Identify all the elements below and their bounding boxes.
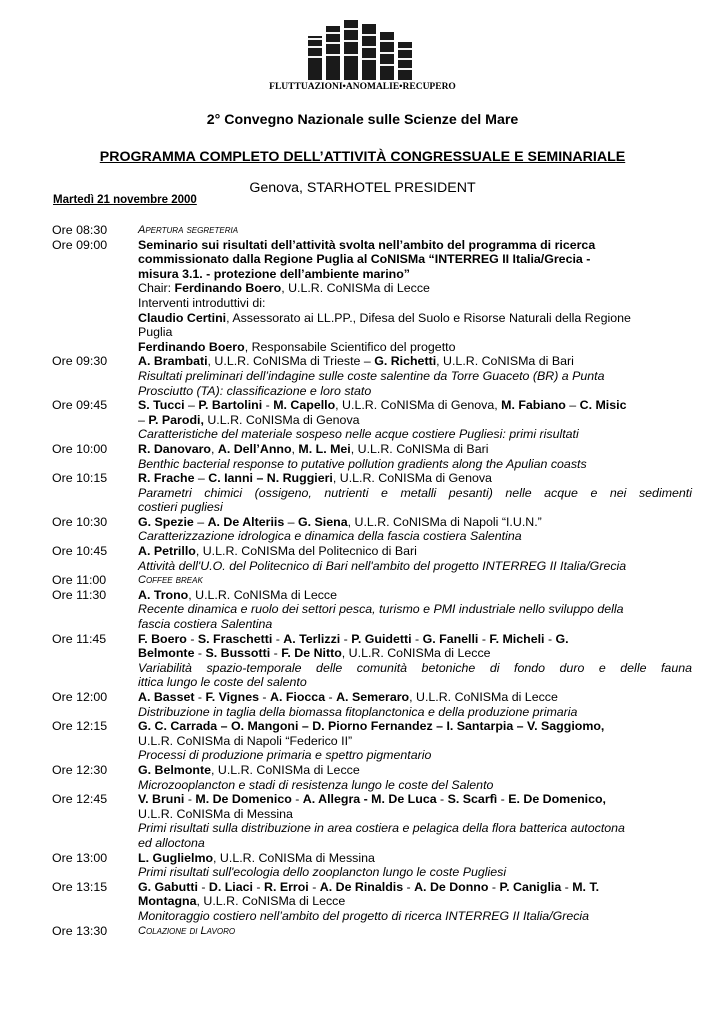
author-name: C. Misic xyxy=(579,398,627,413)
author-name: A. Trono xyxy=(138,587,189,602)
venue: Genova, STARHOTEL PRESIDENT xyxy=(249,180,476,196)
text-run: Distribuzione in taglia della biomassa fitoplanctonica e della produzione primaria xyxy=(138,704,578,719)
author-name: S. Fraschetti xyxy=(197,631,273,646)
schedule-entry xyxy=(52,398,692,442)
entry-content xyxy=(138,223,692,238)
text-run: Risultati preliminari dell’indagine sulle coste salentine da Torre Guaceto (BR) a Punta xyxy=(138,368,605,383)
author-name: A. Petrillo xyxy=(138,544,196,559)
entry-time: Ore 09:00 xyxy=(52,237,108,252)
text-run: - xyxy=(403,879,415,894)
logo-graphic xyxy=(306,20,416,80)
entry-line xyxy=(138,252,692,267)
text-run: , U.L.R. CoNISMa di Trieste – xyxy=(207,354,375,369)
entry-time: Ore 08:30 xyxy=(52,223,108,237)
entry-content xyxy=(138,238,692,355)
entry-content xyxy=(138,573,692,588)
entry-content xyxy=(138,354,692,398)
entry-line xyxy=(138,442,692,457)
entry-line xyxy=(138,573,692,588)
conference-title: 2° Convegno Nazionale sulle Scienze del Mare xyxy=(206,112,519,128)
entry-time: Ore 10:15 xyxy=(52,471,108,486)
schedule-entry xyxy=(52,690,692,719)
text-run: - xyxy=(272,631,284,646)
schedule-list xyxy=(52,223,692,938)
text-run: - xyxy=(488,879,500,894)
text-run: , U.L.R. CoNISMa di Genova, xyxy=(335,398,502,413)
author-name: M. De Domenico xyxy=(195,792,292,807)
text-run: - xyxy=(258,690,270,704)
schedule-entry xyxy=(52,354,692,398)
entry-line xyxy=(138,894,692,909)
entry-line xyxy=(138,325,692,340)
entry-line xyxy=(138,457,692,472)
entry-content xyxy=(138,880,692,924)
author-name: R. Erroi xyxy=(264,879,309,894)
entry-line xyxy=(138,500,692,515)
text-run: U.L.R. CoNISMa di Napoli “Federico II” xyxy=(138,733,353,748)
entry-content xyxy=(138,588,692,632)
text-run: Caratteristiche del materiale sospeso nelle acque costiere Pugliesi: primi risultati xyxy=(138,427,579,442)
author-name: M. Capello xyxy=(273,398,336,413)
entry-line xyxy=(138,340,692,355)
entry-line xyxy=(138,398,692,413)
text-run: Processi di produzione primaria e spettro pigmentario xyxy=(138,748,432,763)
entry-content xyxy=(138,632,692,690)
entry-line xyxy=(138,661,692,676)
author-name: V. Bruni xyxy=(138,792,185,807)
author-name: Claudio Certini xyxy=(138,310,227,325)
schedule-entry xyxy=(52,632,692,690)
author-name: L. Guglielmo xyxy=(138,850,214,865)
entry-line xyxy=(138,705,692,720)
entry-time: Ore 12:00 xyxy=(52,690,108,704)
text-run: Benthic bacterial response to putative pollution gradients along the Apulian coasts xyxy=(138,456,587,471)
entry-line xyxy=(138,836,692,851)
entry-line xyxy=(138,851,692,866)
author-name: A. Terlizzi xyxy=(283,631,341,646)
text-run: - xyxy=(186,631,198,646)
entry-line xyxy=(138,763,692,778)
text-run: Microzooplancton e stadi di resistenza lungo le coste del Salento xyxy=(138,777,494,792)
text-run: costieri pugliesi xyxy=(138,500,223,515)
text-run: - xyxy=(561,879,573,894)
entry-time: Ore 09:30 xyxy=(52,354,108,369)
entry-line xyxy=(138,792,692,807)
author-name: Montagna xyxy=(138,894,197,909)
entry-line xyxy=(138,778,692,793)
text-run: – xyxy=(194,471,209,486)
entry-line xyxy=(138,821,692,836)
entry-content xyxy=(138,792,692,850)
entry-line xyxy=(138,880,692,895)
schedule-entry xyxy=(52,880,692,924)
author-name: C. Ianni – N. Ruggieri xyxy=(208,471,333,486)
text-run: - xyxy=(325,690,337,704)
text-run: - xyxy=(544,631,556,646)
author-name: A. Semeraro xyxy=(336,690,410,704)
author-name: G. Gabutti xyxy=(138,879,198,894)
text-run: , U.L.R. CoNISMa di Lecce xyxy=(281,281,430,296)
text-run: - xyxy=(184,792,196,807)
text-run: - xyxy=(252,879,264,894)
text-run: Parametri chimici (ossigeno, nutrienti e metalli pesanti) nelle acque e nei sedimenti xyxy=(138,485,692,500)
text-run: Interventi introduttivi di: xyxy=(138,295,266,310)
entry-content xyxy=(138,515,692,544)
text-run: – xyxy=(184,398,199,413)
author-name: Belmonte xyxy=(138,646,195,661)
text-run: , xyxy=(210,441,218,456)
text-run: Seminario sui risultati dell’attività svolta nell’ambito del programma di ricerca xyxy=(138,237,596,252)
entry-line xyxy=(138,544,692,559)
entry-time: Ore 13:00 xyxy=(52,850,108,865)
text-run: , U.L.R. CoNISMa di Lecce xyxy=(196,894,346,909)
entry-time: Ore 10:00 xyxy=(52,441,108,456)
entry-line xyxy=(138,632,692,647)
author-name: G. Spezie xyxy=(138,514,194,529)
text-run: , U.L.R. CoNISMa di Genova xyxy=(332,471,492,486)
entry-time: Ore 13:15 xyxy=(52,879,108,894)
author-name: A. Allegra - M. De Luca xyxy=(302,792,437,807)
entry-line xyxy=(138,529,692,544)
entry-time: Ore 10:45 xyxy=(52,544,108,559)
text-run: Variabilità spazio-temporale delle comunità betoniche di fondo duro e delle fauna xyxy=(138,660,692,675)
author-name: P. Guidetti xyxy=(351,631,412,646)
schedule-entry xyxy=(52,851,692,880)
text-run: Primi risultati sulla distribuzione in area costiera e pelagica della flora batterica autoctona xyxy=(138,821,625,836)
program-title: PROGRAMMA COMPLETO DELL’ATTIVITÀ CONGRESSUALE E SEMINARIALE xyxy=(99,149,626,165)
entry-time: Ore 13:30 xyxy=(52,923,108,938)
author-name: A. De Donno xyxy=(414,879,489,894)
entry-line xyxy=(138,384,692,399)
text-run: - xyxy=(194,690,206,704)
author-name: G. C. Carrada – O. Mangoni – D. Piorno Fernandez – I. Santarpia – V. Saggiomo, xyxy=(138,719,605,734)
entry-line xyxy=(138,865,692,880)
schedule-entry xyxy=(52,792,692,850)
entry-line xyxy=(138,413,692,428)
text-run: , U.L.R. CoNISMa del Politecnico di Bari xyxy=(195,544,417,559)
entry-line xyxy=(138,807,692,822)
text-run: - xyxy=(262,398,274,413)
author-name: F. Boero xyxy=(138,631,187,646)
text-run: – xyxy=(138,412,149,427)
author-name: F. Micheli xyxy=(489,631,545,646)
entry-time: Ore 12:15 xyxy=(52,719,108,734)
author-name: E. De Domenico, xyxy=(508,792,607,807)
day-heading: Martedì 21 novembre 2000 xyxy=(53,194,197,206)
entry-line xyxy=(138,646,692,661)
schedule-entry xyxy=(52,442,692,471)
author-name: G. Richetti xyxy=(374,354,437,369)
schedule-entry xyxy=(52,924,692,939)
text-run: , U.L.R. CoNISMa di Lecce xyxy=(210,762,360,777)
text-run: , U.L.R. CoNISMa di Lecce xyxy=(341,646,491,661)
entry-line xyxy=(138,486,692,501)
text-run: ittica lungo le coste del salento xyxy=(138,675,307,690)
entry-content xyxy=(138,544,692,573)
entry-content xyxy=(138,924,692,939)
text-run: , U.L.R. CoNISMa di Lecce xyxy=(188,587,337,602)
entry-time: Ore 09:45 xyxy=(52,398,108,413)
text-run: Monitoraggio costiero nell’ambito del progetto di ricerca INTERREG II Italia/Grecia xyxy=(138,908,590,923)
entry-line xyxy=(138,675,692,690)
entry-line xyxy=(138,238,692,253)
entry-line xyxy=(138,311,692,326)
author-name: Ferdinando Boero xyxy=(138,339,245,354)
text-run: Caratterizzazione idrologica e dinamica della fascia costiera Salentina xyxy=(138,529,522,544)
schedule-entry xyxy=(52,719,692,763)
author-name: P. Caniglia xyxy=(499,879,562,894)
entry-line xyxy=(138,281,692,296)
entry-time: Ore 12:45 xyxy=(52,792,108,807)
text-run: Attività dell'U.O. del Politecnico di Bari nell'ambito del progetto INTERREG II Italia/Grecia xyxy=(138,558,627,573)
entry-content xyxy=(138,442,692,471)
entry-line xyxy=(138,734,692,749)
entry-line xyxy=(138,354,692,369)
entry-line xyxy=(138,924,692,939)
author-name: A. Fiocca xyxy=(270,690,326,704)
author-name: F. De Nitto xyxy=(281,646,342,661)
text-run: Recente dinamica e ruolo dei settori pesca, turismo e PMI industriale nello sviluppo della xyxy=(138,602,624,617)
text-run: , Assessorato ai LL.PP., Difesa del Suolo e Risorse Naturali della Regione xyxy=(226,310,631,325)
text-run: - xyxy=(197,879,209,894)
author-name: G. Siena xyxy=(298,514,348,529)
text-run: - xyxy=(308,879,320,894)
entry-content xyxy=(138,471,692,515)
entry-line xyxy=(138,909,692,924)
author-name: S. Bussotti xyxy=(205,646,271,661)
text-run: Primi risultati sull'ecologia dello zooplancton lungo le coste Pugliesi xyxy=(138,865,507,880)
schedule-entry xyxy=(52,515,692,544)
text-run: - xyxy=(291,792,303,807)
text-run: , xyxy=(291,441,299,456)
text-run: , U.L.R. CoNISMa di Bari xyxy=(350,441,489,456)
author-name: S. Tucci xyxy=(138,398,185,413)
entry-line xyxy=(138,690,692,705)
text-run: misura 3.1. - protezione dell’ambiente marino” xyxy=(138,266,410,281)
entry-line xyxy=(138,427,692,442)
text-run: Chair: xyxy=(138,281,175,296)
entry-content xyxy=(138,690,692,719)
entry-line xyxy=(138,719,692,734)
schedule-entry xyxy=(52,544,692,573)
schedule-entry xyxy=(52,763,692,792)
author-name: P. Bartolini xyxy=(198,398,263,413)
text-run: U.L.R. CoNISMa di Messina xyxy=(138,806,293,821)
text-run: - xyxy=(436,792,448,807)
author-name: M. Fabiano xyxy=(501,398,566,413)
author-name: M. T. xyxy=(572,879,600,894)
schedule-entry xyxy=(52,238,692,355)
logo-text: FLUTTUAZIONI•ANOMALIE•RECUPERO xyxy=(269,82,456,92)
text-run: - xyxy=(478,631,490,646)
text-run: , U.L.R. CoNISMa di Bari xyxy=(436,354,574,369)
schedule-entry xyxy=(52,223,692,238)
text-run: – xyxy=(565,398,580,413)
schedule-entry xyxy=(52,573,692,588)
text-run: Coffee break xyxy=(138,574,203,587)
text-run: , Responsabile Scientifico del progetto xyxy=(244,339,456,354)
author-name: Ferdinando Boero xyxy=(174,281,282,296)
text-run: , U.L.R. CoNISMa di Lecce xyxy=(409,690,558,704)
entry-line xyxy=(138,267,692,282)
text-run: commissionato dalla Regione Puglia al CoNISMa “INTERREG II Italia/Grecia - xyxy=(138,252,591,267)
text-run: - xyxy=(270,646,282,661)
author-name: A. Basset xyxy=(138,690,195,704)
entry-line xyxy=(138,588,692,603)
schedule-entry xyxy=(52,588,692,632)
entry-line xyxy=(138,471,692,486)
author-name: F. Vignes xyxy=(205,690,259,704)
text-run: U.L.R. CoNISMa di Genova xyxy=(203,412,360,427)
author-name: G. Fanelli xyxy=(422,631,479,646)
author-name: P. Parodi, xyxy=(148,412,204,427)
author-name: A. De Alteriis xyxy=(207,514,285,529)
entry-time: Ore 11:30 xyxy=(52,587,107,602)
text-run: – xyxy=(284,514,299,529)
entry-time: Ore 12:30 xyxy=(52,762,108,777)
author-name: A. De Rinaldis xyxy=(319,879,404,894)
entry-content xyxy=(138,719,692,763)
entry-line xyxy=(138,617,692,632)
text-run: - xyxy=(194,646,206,661)
entry-content xyxy=(138,851,692,880)
entry-line xyxy=(138,602,692,617)
author-name: A. Dell’Anno xyxy=(217,441,292,456)
entry-time: Ore 10:30 xyxy=(52,514,108,529)
entry-content xyxy=(138,763,692,792)
text-run: Apertura segreteria xyxy=(138,224,239,236)
text-run: Colazione di Lavoro xyxy=(138,924,236,937)
text-run: fascia costiera Salentina xyxy=(138,617,273,632)
text-run: - xyxy=(497,792,509,807)
entry-line xyxy=(138,369,692,384)
entry-content xyxy=(138,398,692,442)
author-name: R. Danovaro xyxy=(138,441,211,456)
entry-time: Ore 11:00 xyxy=(52,573,107,588)
text-run: Prosciutto (TA): classificazione e loro stato xyxy=(138,383,372,398)
text-run: – xyxy=(193,514,208,529)
author-name: G. Belmonte xyxy=(138,762,211,777)
author-name: D. Liaci xyxy=(208,879,253,894)
author-name: G. xyxy=(555,631,569,646)
text-run: , U.L.R. CoNISMa di Messina xyxy=(213,850,375,865)
entry-line xyxy=(138,296,692,311)
text-run: ed alloctona xyxy=(138,835,205,850)
schedule-entry xyxy=(52,471,692,515)
author-name: S. Scarfì xyxy=(447,792,498,807)
text-run: , U.L.R. CoNISMa di Napoli “I.U.N.” xyxy=(347,514,542,529)
text-run: - xyxy=(411,631,423,646)
entry-line xyxy=(138,515,692,530)
entry-line xyxy=(138,748,692,763)
entry-line xyxy=(138,223,692,238)
entry-time: Ore 11:45 xyxy=(52,631,107,646)
text-run: Puglia xyxy=(138,325,173,340)
author-name: A. Brambati xyxy=(138,354,208,369)
author-name: R. Frache xyxy=(138,471,195,486)
text-run: - xyxy=(340,631,352,646)
author-name: M. L. Mei xyxy=(298,441,351,456)
entry-line xyxy=(138,559,692,574)
